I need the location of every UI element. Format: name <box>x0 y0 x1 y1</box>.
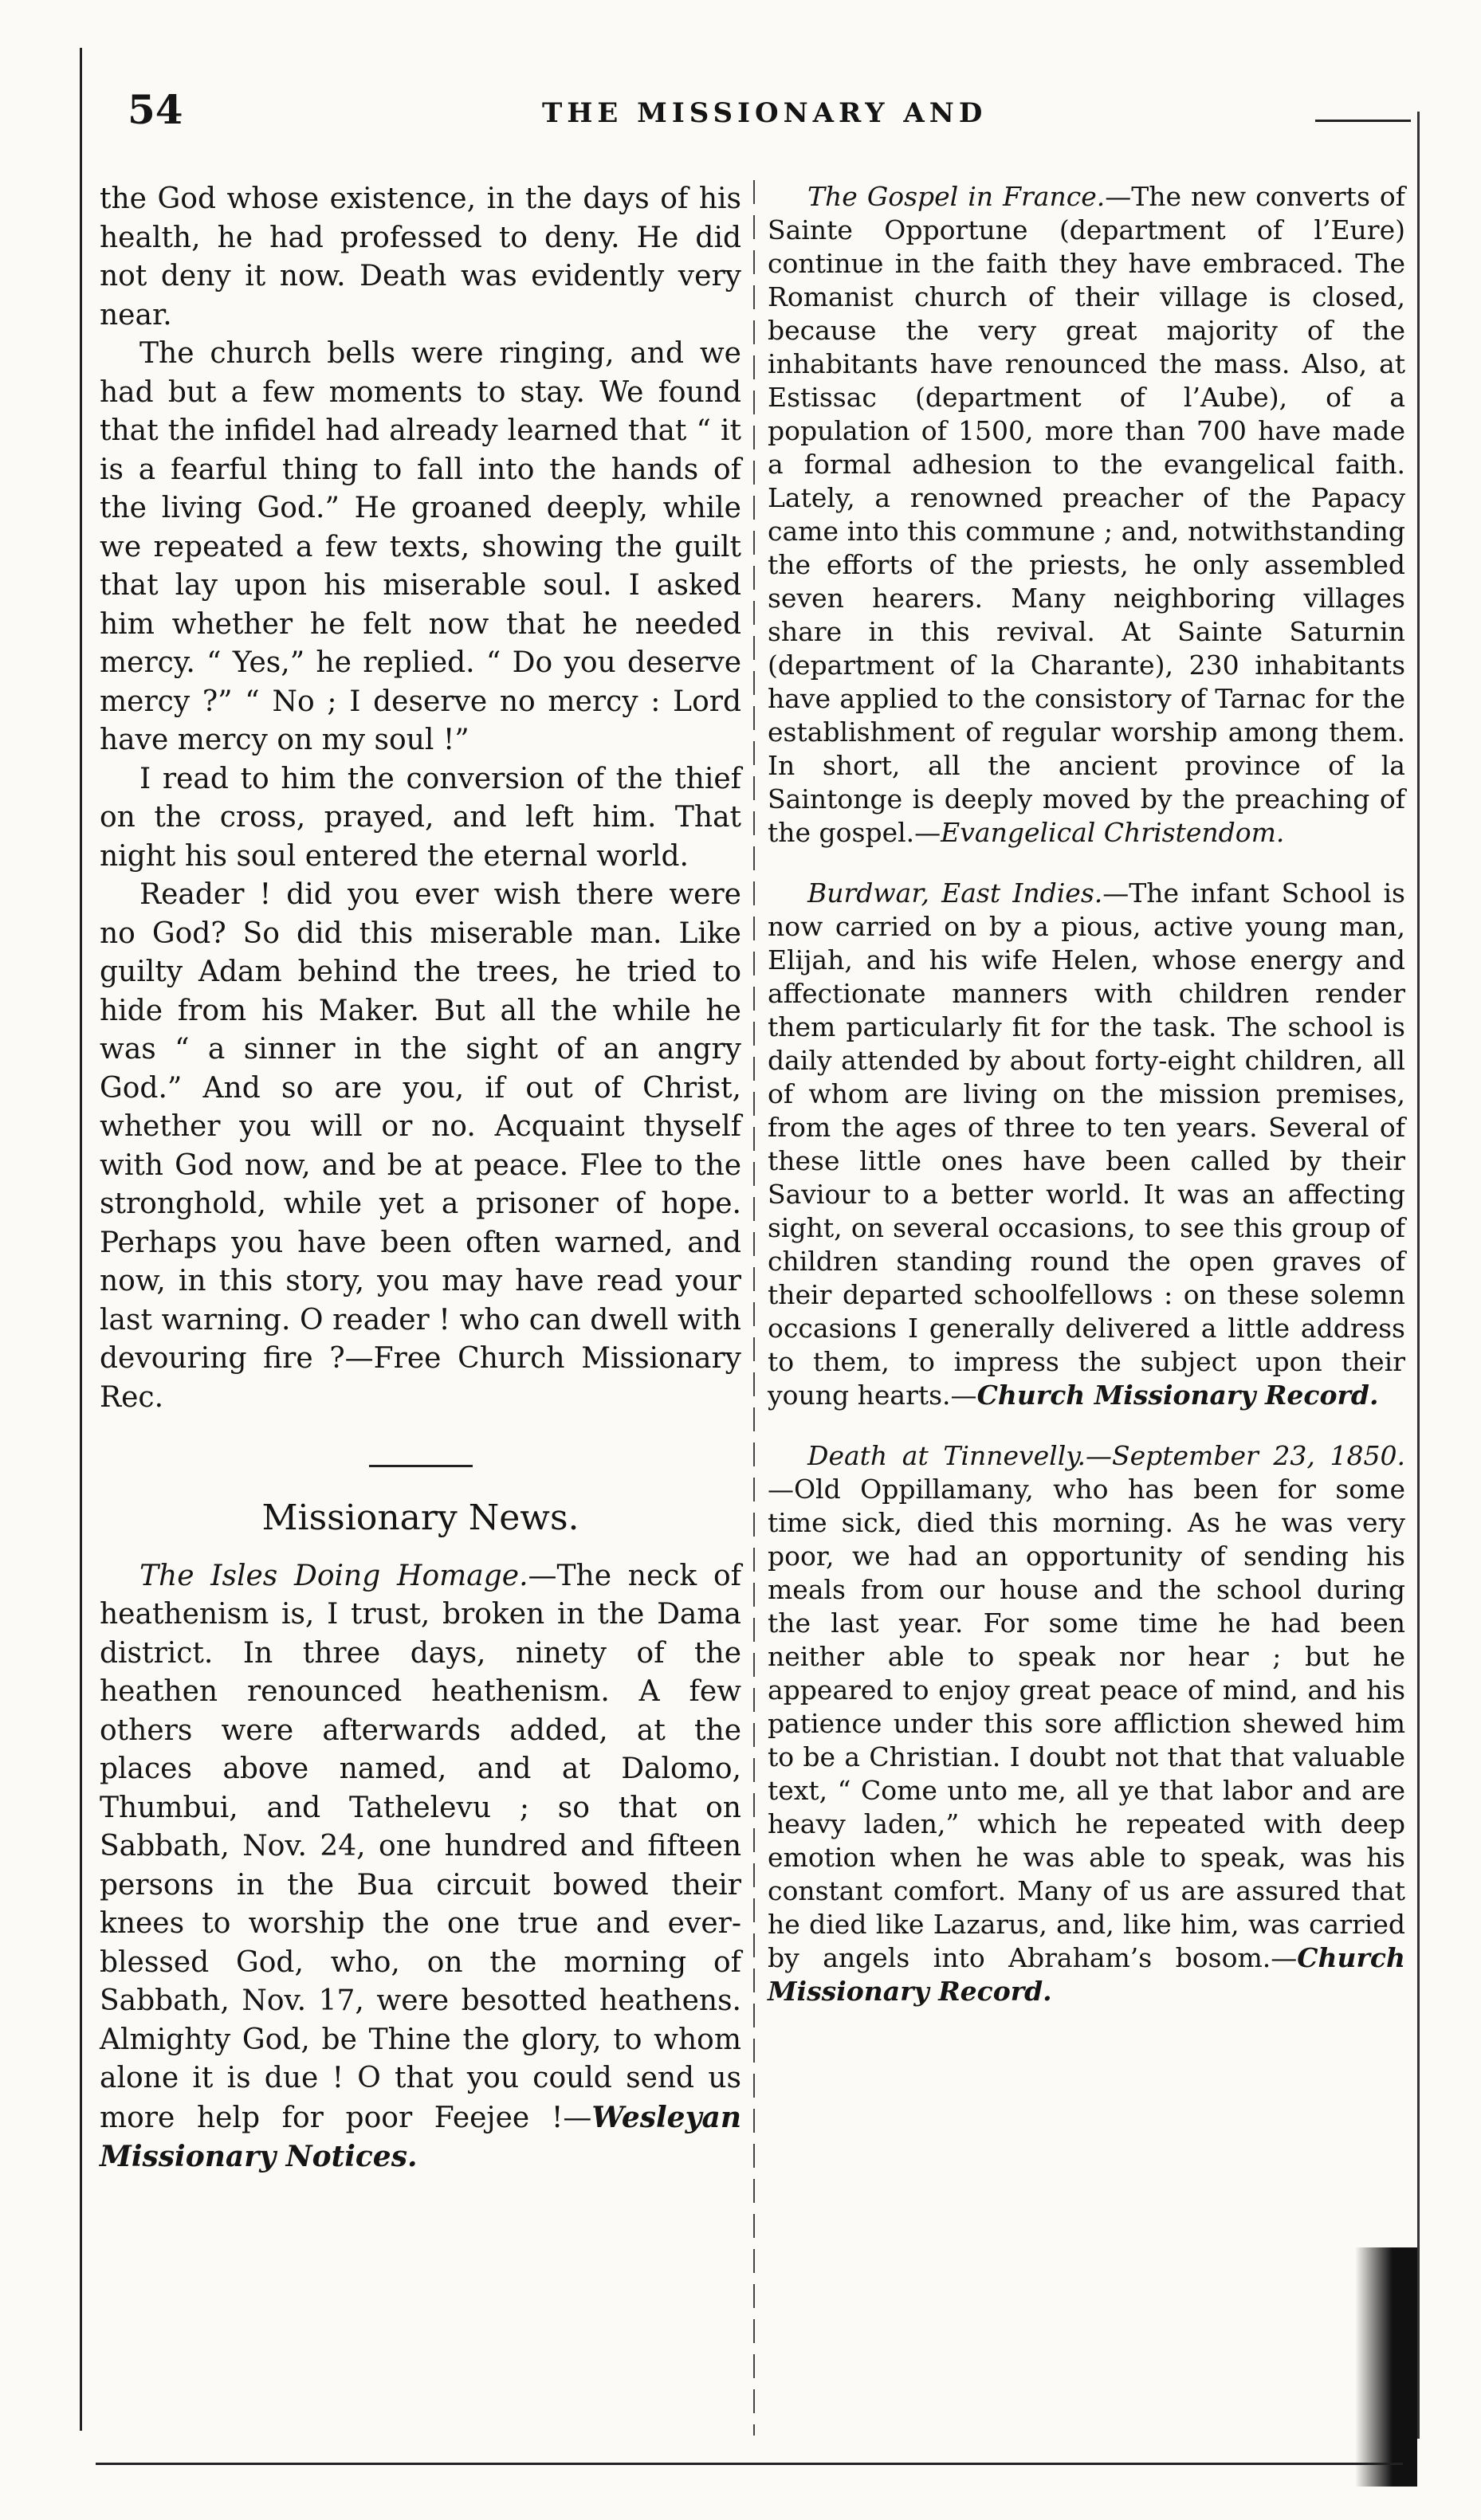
left-page-border <box>80 48 82 2431</box>
binding-shadow <box>1355 2247 1417 2487</box>
article-burdwar-title: Burdwar, East Indies. <box>807 877 1103 909</box>
section-divider <box>369 1465 473 1467</box>
right-page-border <box>1417 112 1420 2439</box>
left-column <box>100 180 741 2177</box>
article-burdwar-source: Church Missionary Record. <box>976 1380 1379 1411</box>
article-burdwar <box>768 877 1405 1412</box>
page-number: 54 <box>128 86 183 133</box>
article-spacer <box>768 850 1405 877</box>
page-header <box>96 80 1403 135</box>
paragraph-church-bells: The church bells were ringing, and we had but a few moments to stay. We found that the infidel had already learned that “ it is a fearful thing to fall into the hands of the living God.” He groaned deeply, while we repeated a few texts, showing the guilt that lay upon his miserable soul. I asked him whether he felt now that he needed mercy. “ Yes,” he replied. “ Do you deserve mercy ?” “ No ; I deserve no mercy : Lord have mercy on my soul !” <box>100 337 741 756</box>
article-tinnevelly-title: Death at Tinnevelly.—September 23, 1850. <box>807 1440 1405 1471</box>
article-gospel-france-title: The Gospel in France. <box>807 181 1106 212</box>
news-isles-article <box>100 1557 741 2177</box>
header-rule <box>1315 120 1411 122</box>
news-isles-title: The Isles Doing Homage. <box>139 1559 528 1592</box>
article-gospel-france-source: Evangelical Christendom. <box>941 817 1285 848</box>
section-title: Missionary News. <box>261 1497 579 1538</box>
article-tinnevelly <box>768 1439 1405 2008</box>
paragraph-continued: the God whose existence, in the days of his health, he had professed to deny. He did not deny it now. Death was evidently very near. <box>100 183 741 332</box>
article-tinnevelly-source: Church Missionary Record. <box>768 1942 1405 2007</box>
news-isles-body: —The neck of heathenism is, I trust, broken in the Dama district. In three days, ninety of the heathen renounced heathenism. A few others were afterwards added, at the places above named, and at Dalomo, Thumbui, and Tathelevu ; so that on Sabbath, Nov. 24, one hundred and fifteen persons in the Bua circuit bowed their knees to worship the one true and ever-blessed God, who, on the morning of Sabbath, Nov. 17, were besotted heathens. Almighty God, be Thine the glory, to whom alone it is due ! O that you could send us more help for poor Feejee !— <box>100 1559 742 2134</box>
paragraph-conversion: I read to him the conversion of the thief on the cross, prayed, and left him. That night his soul entered the eternal world. <box>100 762 741 873</box>
article-tinnevelly-body: —Old Oppillamany, who has been for some time sick, died this morning. As he was very poor, we had an opportunity of sending his meals from our house and the school during the last year. For some time he had been neither able to speak nor hear ; but he appeared to enjoy great peace of mind, and his patience under this sore affliction shewed him to be a Christian. I doubt not that that valuable text, “ Come unto me, all ye that labor and are heavy laden,” which he repeated with deep emotion when he was able to speak, was his constant comfort. Many of us are assured that he died like Lazarus, and, like him, was carried by angels into Abraham’s bosom.— <box>768 1474 1405 1973</box>
paragraph-reader: Reader ! did you ever wish there were no God? So did this miserable man. Like guilty Adam behind the trees, he tried to hide from his Maker. But all the while he was “ a sinner in the sight of an angry God.” And so are you, if out of Christ, whether you will or no. Acquaint thyself with God now, and be at peace. Flee to the stronghold, while yet a prisoner of hope. Perhaps you have been often warned, and now, in this story, you may have read your last warning. O reader ! who can dwell with devouring fire ?—Free Church Missionary Rec. <box>100 878 741 1414</box>
article-spacer <box>768 1412 1405 1439</box>
running-head: THE MISSIONARY AND <box>542 97 988 129</box>
right-column <box>768 180 1405 2008</box>
article-burdwar-body: —The infant School is now carried on by a pious, active young man, Elijah, and his wife Helen, whose energy and affectionate manners with children render them particularly fit for the task. The school is daily attended by about forty-eight children, all of whom are living on the mission premises, from the ages of three to ten years. Several of these little ones have been called by their Saviour to a better world. It was an affecting sight, on several occasions, to see this group of children standing round the open graves of their departed schoolfellows : on these solemn occasions I generally delivered a little address to them, to impress the subject upon their young hearts.— <box>768 877 1405 1411</box>
article-gospel-france <box>768 180 1405 850</box>
news-isles-source: Wesleyan Missionary Notices. <box>100 2100 741 2173</box>
footer-rule <box>96 2463 1403 2465</box>
column-divider <box>753 180 755 2436</box>
article-gospel-france-body: —The new converts of Sainte Opportune (department of l’Eure) continue in the faith they have embraced. The Romanist church of their village is closed, because the very great majority of the inhabitants have renounced the mass. Also, at Estissac (department of l’Aube), of a population of 1500, more than 700 have made a formal adhesion to the evangelical faith. Lately, a renowned preacher of the Papacy came into this commune ; and, notwithstanding the efforts of the priests, he only assembled seven hearers. Many neighboring villages share in this revival. At Sainte Saturnin (department of la Charante), 230 inhabitants have applied to the consistory of Tarnac for the establishment of regular worship among them. In short, all the ancient province of la Saintonge is deeply moved by the preaching of the gospel.— <box>768 181 1406 848</box>
